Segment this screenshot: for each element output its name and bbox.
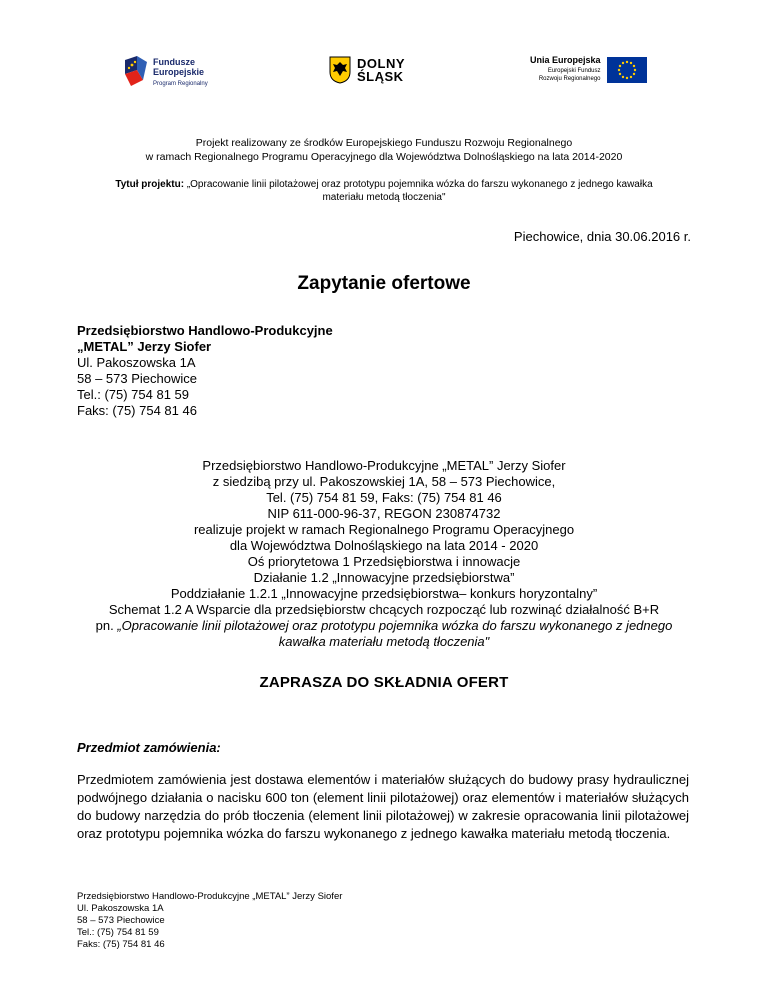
- dolny-slask-text: [357, 57, 405, 83]
- sender-street: Ul. Pakoszowska 1A: [77, 355, 196, 370]
- ue-line1: Unia Europejska: [530, 55, 601, 65]
- footer-city: 58 – 573 Piechowice: [77, 915, 165, 926]
- footer-name: Przedsiębiorstwo Handlowo-Produkcyjne „METAL” Jerzy Siofer: [77, 891, 343, 902]
- info-line9: Poddziałanie 1.2.1 „Innowacyjne przedsiębiorstwa– konkurs horyzontalny”: [170, 586, 598, 601]
- info-line6: dla Województwa Dolnośląskiego na lata 2014 - 2020: [229, 538, 539, 553]
- logo-bar: [0, 56, 768, 96]
- project-title-line1: [0, 178, 768, 191]
- dolny-slask-logo: [329, 56, 405, 84]
- fundusze-europejskie-logo: [123, 56, 208, 90]
- ue-line2: Europejski Fundusz: [547, 68, 601, 74]
- fe-line1: Fundusze: [153, 57, 195, 67]
- invitation-heading: ZAPRASZA DO SKŁADNIA OFERT: [259, 674, 509, 691]
- info-line1: Przedsiębiorstwo Handlowo-Produkcyjne „METAL” Jerzy Siofer: [202, 458, 566, 473]
- info-line10: Schemat 1.2 A Wsparcie dla przedsiębiorstw chcących rozpocząć lub rozwinąć działalność B+R: [108, 602, 660, 617]
- document-date: Piechowice, dnia 30.06.2016 r.: [513, 229, 691, 244]
- project-title-label: Tytuł projektu:: [115, 179, 185, 190]
- fe-line3: Program Regionalny: [153, 81, 208, 87]
- project-title-text2: materiału metodą tłoczenia": [322, 192, 446, 203]
- info-line2: z siedzibą przy ul. Pakoszowskiej 1A, 58 – 573 Piechowice,: [212, 474, 556, 489]
- ue-text: [530, 56, 601, 83]
- info-line8: Działanie 1.2 „Innowacyjne przedsiębiorstwa”: [253, 570, 515, 585]
- info-line12: kawałka materiału metodą tłoczenia": [278, 634, 490, 649]
- info-line3: Tel. (75) 754 81 59, Faks: (75) 754 81 46: [266, 490, 502, 505]
- funds-europe-stars-icon: [123, 56, 149, 90]
- funding-header: [0, 136, 768, 164]
- info-line11-italic: „Opracowanie linii pilotażowej oraz prototypu pojemnika wózka do farszu wykonanego z jednego: [117, 618, 673, 633]
- ue-line3: Rozwoju Regionalnego: [538, 76, 601, 82]
- ds-line2: ŚLĄSK: [357, 69, 404, 84]
- sender-city: 58 – 573 Piechowice: [77, 371, 197, 386]
- info-line7: Oś priorytetowa 1 Przedsiębiorstwa i innowacje: [247, 554, 521, 569]
- footer-tel: Tel.: (75) 754 81 59: [77, 927, 159, 938]
- sender-name1: Przedsiębiorstwo Handlowo-Produkcyjne: [77, 323, 333, 338]
- funding-line1: Projekt realizowany ze środków Europejskiego Funduszu Rozwoju Regionalnego: [195, 137, 573, 149]
- sender-block: [77, 323, 333, 419]
- footer-street: Ul. Pakoszowska 1A: [77, 903, 164, 914]
- sender-tel: Tel.: (75) 754 81 59: [77, 387, 190, 402]
- fundusze-europejskie-text: [153, 57, 208, 89]
- unia-europejska-logo: [530, 56, 647, 83]
- subject-body: Przedmiotem zamówienia jest dostawa elementów i materiałów służących do budowy prasy hydraulicznej podwójnego działania o nacisku 600 ton (element linii pilotażowej) oraz elementów i materiałów służących do budowy narzędzia do prób tłoczenia (element linii pilotażowej) w zakresie opracowania linii pilotażowej oraz prototypu pojemnika wózka do farszu wykonanego z jednego kawałka materiału metodą tłoczenia.: [77, 772, 689, 841]
- info-line11-prefix: pn.: [95, 618, 118, 633]
- subject-heading: Przedmiot zamówienia:: [77, 740, 221, 755]
- document-title: Zapytanie ofertowe: [297, 273, 471, 294]
- eu-flag-icon: [607, 57, 647, 83]
- footer-block: [77, 891, 342, 951]
- company-info-block: [0, 458, 768, 650]
- footer-fax: Faks: (75) 754 81 46: [77, 939, 165, 950]
- project-title-text1: „Opracowanie linii pilotażowej oraz prototypu pojemnika wózka do farszu wykonanego z jednego kawałka: [184, 179, 653, 190]
- sender-name2: „METAL” Jerzy Siofer: [77, 339, 212, 354]
- info-line5: realizuje projekt w ramach Regionalnego Programu Operacyjnego: [193, 522, 575, 537]
- info-line11: [0, 618, 768, 634]
- project-title: [0, 178, 768, 204]
- ds-line1: DOLNY: [357, 56, 405, 71]
- funding-line2: w ramach Regionalnego Programu Operacyjnego dla Województwa Dolnośląskiego na lata 2014-2020: [145, 151, 623, 163]
- eagle-crest-icon: [329, 56, 351, 84]
- fe-line2: Europejskie: [153, 67, 205, 77]
- info-line4: NIP 611-000-96-37, REGON 230874732: [267, 506, 501, 521]
- sender-fax: Faks: (75) 754 81 46: [77, 403, 197, 418]
